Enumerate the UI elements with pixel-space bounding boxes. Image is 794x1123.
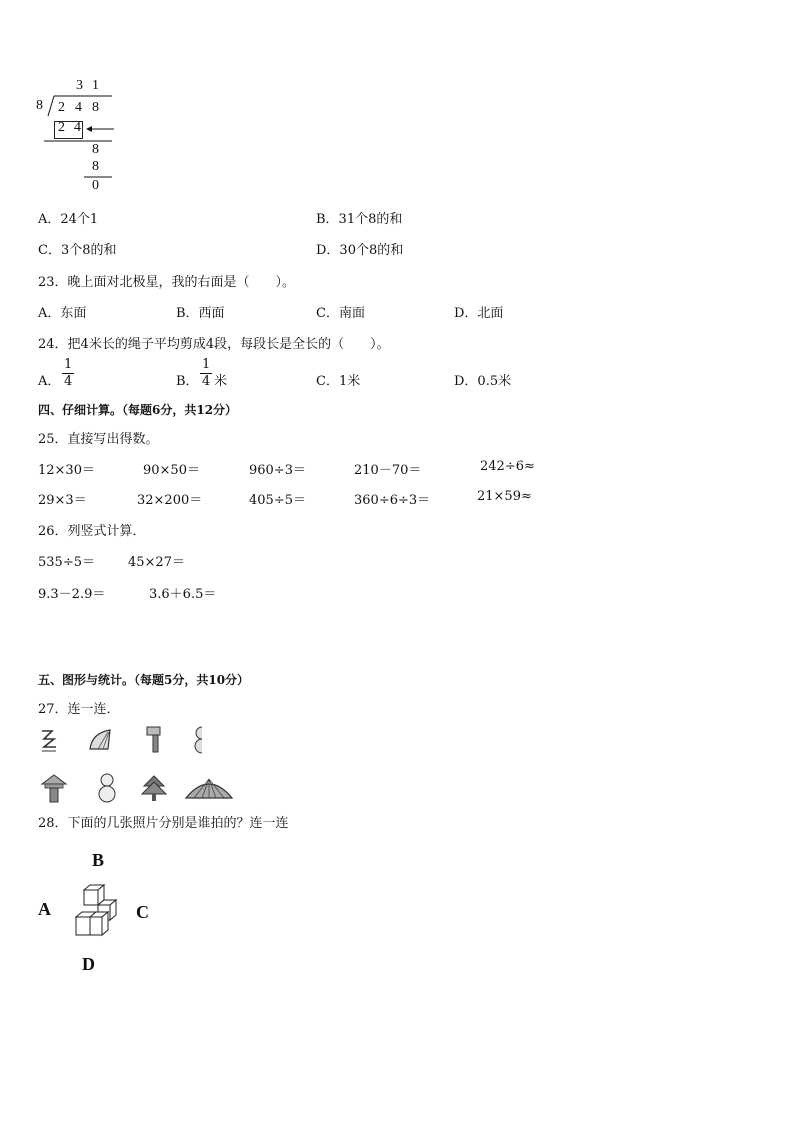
calc-item: 210－70＝ [354,463,422,478]
option-c: C．3个8的和 [38,243,117,258]
section-4-heading: 四、仔细计算。（每题6分，共12分） [38,403,238,417]
step-digit: 8 [92,159,99,174]
vertical-calc-item: 535÷5＝ [38,555,95,570]
divisor: 8 [36,98,43,113]
label-c: C [136,902,149,922]
question-26: 26．列竖式计算． [38,524,146,539]
calc-item: 32×200＝ [137,493,203,508]
product-digit: 2 [58,120,65,135]
q24-option-b-unit: 米 [214,374,228,389]
half-lamp-icon [144,725,164,755]
option-a: A．24个1 [38,212,99,227]
calc-item: 360÷6÷3＝ [354,493,431,508]
quotient-digit: 3 [76,78,83,93]
subtraction-line [84,176,114,180]
calc-item: 12×30＝ [38,463,95,478]
fraction-numerator: 1 [202,357,211,372]
q24-option-c: C．1米 [316,374,361,389]
calc-item: 405÷5＝ [249,493,306,508]
q24-option-b-prefix: B． [176,374,199,389]
calc-item: 21×59≈ [477,489,532,504]
half-umbrella-icon [86,727,114,753]
label-b: B [92,850,105,870]
label-d: D [82,954,95,974]
option-b: B．31个8的和 [316,212,403,227]
calc-item: 29×3＝ [38,493,87,508]
step-digit: 8 [92,142,99,157]
question-28: 28．下面的几张照片分别是谁拍的？连一连 [38,816,289,831]
q24-option-b-fraction [200,357,212,390]
q23-option-d: D．北面 [454,306,504,321]
q24-option-d: D．0.5米 [454,374,512,389]
q23-option-c: C．南面 [316,306,365,321]
q23-option-a: A．东面 [38,306,87,321]
dividend-digit: 4 [75,100,82,115]
snowman-icon [96,772,118,804]
fraction-denominator: 4 [202,374,211,389]
option-d: D．30个8的和 [316,243,404,258]
subtraction-line [44,140,114,144]
remainder: 0 [92,178,99,193]
dividend-digit: 2 [58,100,65,115]
long-division [34,78,154,196]
calc-item: 960÷3＝ [249,463,306,478]
half-snowman-icon [194,725,210,755]
calc-item: 90×50＝ [143,463,200,478]
umbrella-icon [184,776,234,802]
cubes-figure [70,884,122,940]
label-a: A [38,899,51,919]
q24-option-a-prefix: A． [38,374,61,389]
q24-option-a-fraction [62,357,74,390]
product-digit: 4 [74,120,81,135]
vertical-calc-item: 9.3－2.9＝ [38,587,106,602]
lamp-icon [40,772,68,804]
section-5-heading: 五、图形与统计。（每题5分，共10分） [38,673,250,687]
vertical-calc-item: 45×27＝ [128,555,185,570]
fraction-numerator: 1 [64,357,73,372]
arrow-left-icon [84,122,116,136]
question-23: 23．晚上面对北极星，我的右面是（ ）。 [38,275,296,290]
q23-option-b: B．西面 [176,306,225,321]
tree-icon [140,774,168,804]
fraction-denominator: 4 [64,374,73,389]
question-27: 27．连一连． [38,702,120,717]
question-25: 25．直接写出得数。 [38,432,159,447]
quotient-digit: 1 [92,78,99,93]
dividend-digit: 8 [92,100,99,115]
question-24: 24．把4米长的绳子平均剪成4段，每段长是全长的（ ）。 [38,337,390,352]
half-tree-icon [38,727,60,753]
vertical-calc-item: 3.6＋6.5＝ [149,587,217,602]
calc-item: 242÷6≈ [480,459,535,474]
